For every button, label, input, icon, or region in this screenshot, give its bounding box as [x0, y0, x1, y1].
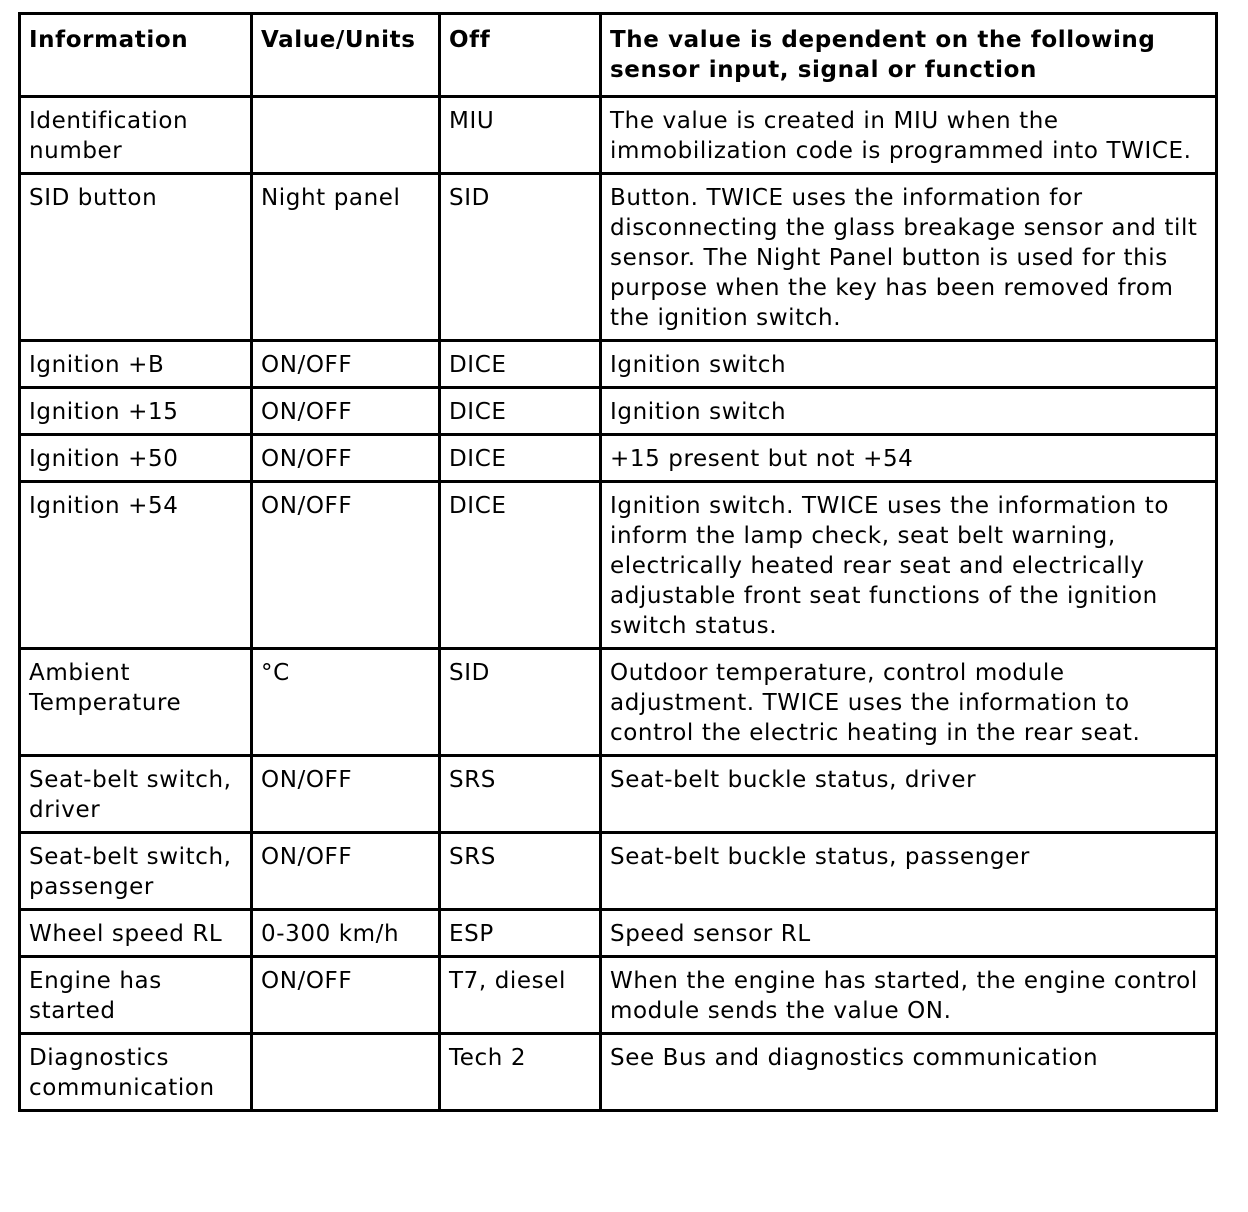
cell-information: SID button	[20, 174, 252, 341]
cell-value-units: ON/OFF	[252, 833, 440, 910]
cell-value-units: ON/OFF	[252, 482, 440, 649]
cell-value-units	[252, 1034, 440, 1111]
cell-information: Engine has started	[20, 957, 252, 1034]
cell-off: ESP	[440, 910, 601, 957]
cell-off: T7, diesel	[440, 957, 601, 1034]
cell-dependency: Ignition switch	[601, 341, 1217, 388]
cell-dependency: +15 present but not +54	[601, 435, 1217, 482]
cell-dependency: When the engine has started, the engine control module sends the value ON.	[601, 957, 1217, 1034]
table-row	[20, 1034, 1217, 1111]
cell-value-units: ON/OFF	[252, 756, 440, 833]
cell-off: SRS	[440, 756, 601, 833]
cell-value-units	[252, 97, 440, 174]
information-table	[18, 12, 1218, 1112]
cell-dependency: Outdoor temperature, control module adjustment. TWICE uses the information to control the electric heating in the rear seat.	[601, 649, 1217, 756]
table-row	[20, 833, 1217, 910]
cell-value-units: ON/OFF	[252, 341, 440, 388]
cell-information: Ignition +15	[20, 388, 252, 435]
cell-information: Ignition +50	[20, 435, 252, 482]
table-row	[20, 910, 1217, 957]
cell-value-units: Night panel	[252, 174, 440, 341]
cell-information: Seat-belt switch, driver	[20, 756, 252, 833]
cell-value-units: °C	[252, 649, 440, 756]
table-row	[20, 174, 1217, 341]
cell-dependency: Speed sensor RL	[601, 910, 1217, 957]
header-information: Information	[20, 14, 252, 97]
cell-off: SID	[440, 174, 601, 341]
cell-information: Ignition +54	[20, 482, 252, 649]
header-dependency: The value is dependent on the following sensor input, signal or function	[601, 14, 1217, 97]
header-row	[20, 14, 1217, 97]
cell-dependency: The value is created in MIU when the immobilization code is programmed into TWICE.	[601, 97, 1217, 174]
cell-dependency: Button. TWICE uses the information for disconnecting the glass breakage sensor and tilt sensor. The Night Panel button is used for this purpose when the key has been removed from the ignition switch.	[601, 174, 1217, 341]
cell-information: Ignition +B	[20, 341, 252, 388]
cell-off: DICE	[440, 435, 601, 482]
header-off: Off	[440, 14, 601, 97]
cell-off: Tech 2	[440, 1034, 601, 1111]
cell-dependency: Seat-belt buckle status, driver	[601, 756, 1217, 833]
cell-information: Wheel speed RL	[20, 910, 252, 957]
cell-off: DICE	[440, 482, 601, 649]
cell-off: SRS	[440, 833, 601, 910]
cell-dependency: Ignition switch. TWICE uses the information to inform the lamp check, seat belt warning, electrically heated rear seat and electrically adjustable front seat functions of the ignition switch status.	[601, 482, 1217, 649]
cell-dependency: See Bus and diagnostics communication	[601, 1034, 1217, 1111]
cell-off: DICE	[440, 388, 601, 435]
table-row	[20, 388, 1217, 435]
table-row	[20, 649, 1217, 756]
table-row	[20, 97, 1217, 174]
table-row	[20, 957, 1217, 1034]
cell-off: SID	[440, 649, 601, 756]
cell-off: DICE	[440, 341, 601, 388]
cell-dependency: Ignition switch	[601, 388, 1217, 435]
header-value-units: Value/Units	[252, 14, 440, 97]
cell-information: Diagnostics communication	[20, 1034, 252, 1111]
cell-off: MIU	[440, 97, 601, 174]
table-row	[20, 341, 1217, 388]
table-row	[20, 756, 1217, 833]
cell-dependency: Seat-belt buckle status, passenger	[601, 833, 1217, 910]
cell-information: Ambient Temperature	[20, 649, 252, 756]
cell-value-units: ON/OFF	[252, 435, 440, 482]
cell-information: Identification number	[20, 97, 252, 174]
table-row	[20, 435, 1217, 482]
table-row	[20, 482, 1217, 649]
cell-value-units: 0-300 km/h	[252, 910, 440, 957]
cell-information: Seat-belt switch, passenger	[20, 833, 252, 910]
cell-value-units: ON/OFF	[252, 388, 440, 435]
cell-value-units: ON/OFF	[252, 957, 440, 1034]
